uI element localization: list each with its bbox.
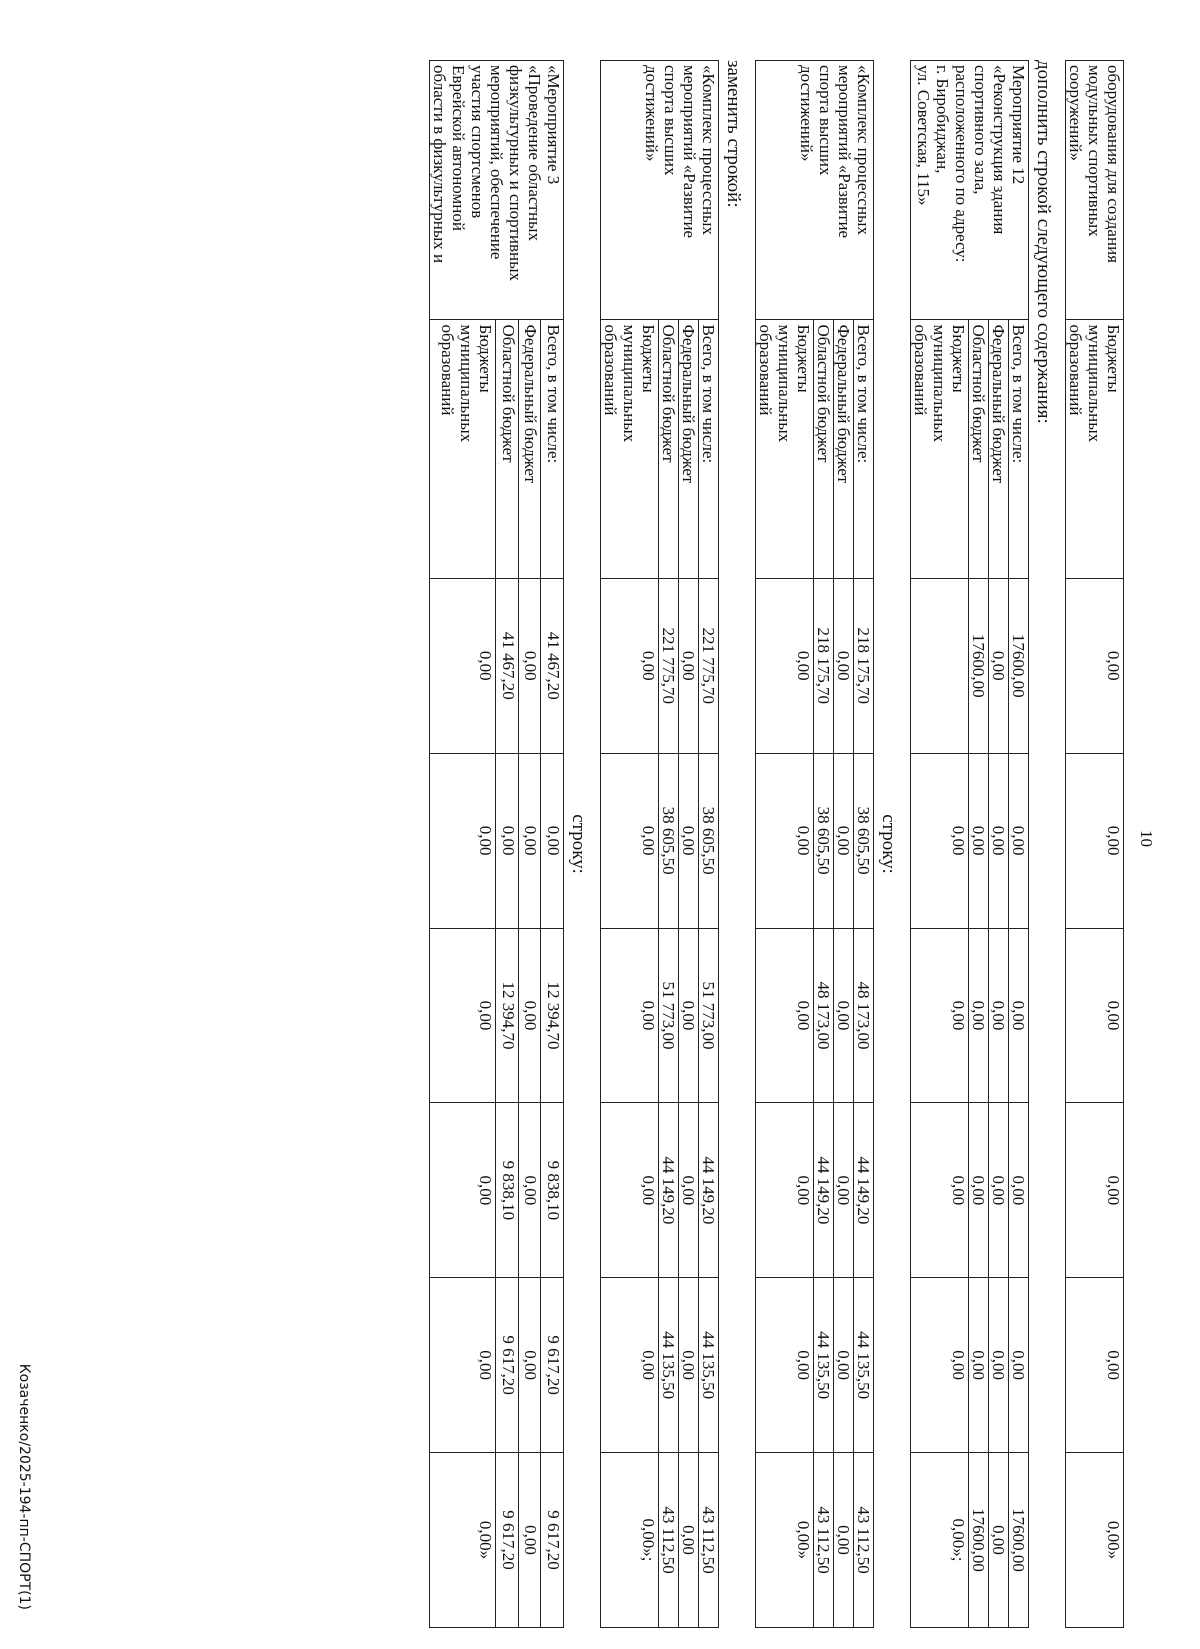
amount-cell: 0,00 [518,1278,541,1453]
amount-cell: 0,00 [911,1103,969,1278]
amount-cell: 44 149,20 [854,1103,874,1278]
amount-cell: 0,00 [679,1453,699,1628]
table-row [854,61,874,1628]
amount-cell: 48 173,00 [814,928,834,1103]
funding-source-cell: Областной бюджет [495,320,518,578]
document-body [429,60,1124,1628]
page-number: 10 [1137,830,1156,847]
amount-cell: 0,00 [541,753,564,928]
amount-cell: 44 149,20 [699,1103,719,1278]
table-row [1009,61,1029,1628]
amount-cell: 221 775,70 [659,578,679,753]
amount-cell: 0,00 [1066,753,1124,928]
amount-cell: 0,00 [601,928,659,1103]
amount-cell: 0,00» [1066,1453,1124,1628]
funding-source-cell: Бюджеты муниципальных образований [430,320,496,578]
amount-cell: 0,00 [969,928,989,1103]
amount-cell: 0,00 [756,928,814,1103]
amount-cell: 221 775,70 [699,578,719,753]
amount-cell: 44 135,50 [659,1278,679,1453]
funding-source-cell: Федеральный бюджет [518,320,541,578]
budget-table [600,60,719,1628]
table-row [1066,61,1124,1628]
amount-cell: 0,00 [989,1278,1009,1453]
amount-cell: 0,00»; [911,1453,969,1628]
amount-cell: 0,00 [969,753,989,928]
amount-cell: 0,00 [601,1278,659,1453]
funding-source-cell: Федеральный бюджет [834,320,854,578]
event-name-cell: «Комплекс процессных мероприятий «Развитие спорта высших достижений» [756,61,874,320]
amount-cell: 0,00 [518,928,541,1103]
budget-table [910,60,1029,1628]
funding-source-cell: Областной бюджет [814,320,834,578]
amount-cell: 9 838,10 [541,1103,564,1278]
block-spacer [902,60,910,1628]
amount-cell: 0,00 [518,753,541,928]
amount-cell: 218 175,70 [814,578,834,753]
amount-cell: 38 605,50 [699,753,719,928]
amount-cell: 0,00 [756,1278,814,1453]
amount-cell: 43 112,50 [854,1453,874,1628]
section-heading: дополнить строкой следующего содержания: [1033,60,1054,424]
amount-cell: 0,00 [518,1453,541,1628]
amount-cell: 43 112,50 [659,1453,679,1628]
amount-cell: 9 617,20 [495,1453,518,1628]
funding-source-cell: Всего, в том числе: [699,320,719,578]
amount-cell: 0,00 [430,578,496,753]
event-name-cell: Мероприятие 12 «Реконструкция здания спортивного зала, расположенного по адресу: г. Биробиджан, ул. Советская, 115» [911,61,1029,320]
amount-cell: 0,00 [430,928,496,1103]
amount-cell: 44 135,50 [854,1278,874,1453]
amount-cell: 0,00 [679,753,699,928]
amount-cell: 17600,00 [1009,1453,1029,1628]
amount-cell: 9 617,20 [541,1278,564,1453]
block-spacer [747,60,755,1628]
amount-cell: 17600,00 [1009,578,1029,753]
amount-cell: 0,00 [1009,753,1029,928]
funding-source-cell: Федеральный бюджет [679,320,699,578]
amount-cell: 0,00 [989,1103,1009,1278]
funding-source-cell: Всего, в том числе: [1009,320,1029,578]
amount-cell: 0,00 [834,1103,854,1278]
amount-cell: 0,00» [430,1453,496,1628]
funding-source-cell: Бюджеты муниципальных образований [1066,320,1124,578]
amount-cell: 0,00 [430,1103,496,1278]
funding-source-cell: Бюджеты муниципальных образований [601,320,659,578]
footer-code: Козаченко/2025-194-пп-СПОРТ(1) [16,1363,32,1610]
event-name-cell: «Мероприятие 3 «Проведение областных физкультурных и спортивных мероприятий, обеспечение участия спортсменов Еврейской автономной области в физкультурных и [430,61,564,320]
amount-cell: 0,00 [989,753,1009,928]
section-heading: строку: [568,814,589,874]
amount-cell: 0,00 [756,753,814,928]
amount-cell: 0,00 [1066,578,1124,753]
block-spacer [592,60,600,1628]
amount-cell: 17600,00 [969,1453,989,1628]
amount-cell: 0,00 [679,578,699,753]
amount-cell: 51 773,00 [699,928,719,1103]
amount-cell: 38 605,50 [659,753,679,928]
amount-cell: 0,00 [834,928,854,1103]
budget-table [429,60,564,1628]
amount-cell: 0,00 [756,1103,814,1278]
amount-cell: 0,00 [601,753,659,928]
amount-cell: 0,00 [601,578,659,753]
amount-cell: 9 617,20 [541,1453,564,1628]
section-heading: заменить строкой: [723,60,744,208]
amount-cell: 44 149,20 [814,1103,834,1278]
table-row [699,61,719,1628]
amount-cell: 0,00 [969,1103,989,1278]
amount-cell: 12 394,70 [541,928,564,1103]
amount-cell: 9 838,10 [495,1103,518,1278]
amount-cell: 0,00 [834,1453,854,1628]
amount-cell: 43 112,50 [699,1453,719,1628]
amount-cell: 12 394,70 [495,928,518,1103]
funding-source-cell: Бюджеты муниципальных образований [911,320,969,578]
block-spacer [1057,60,1065,1628]
budget-table [755,60,874,1628]
amount-cell: 0,00 [756,578,814,753]
amount-cell: 0,00 [679,928,699,1103]
amount-cell: 0,00 [679,1278,699,1453]
amount-cell: 43 112,50 [814,1453,834,1628]
amount-cell: 0,00»; [601,1453,659,1628]
amount-cell: 218 175,70 [854,578,874,753]
amount-cell: 0,00» [756,1453,814,1628]
rotated-page [16,30,1160,1640]
amount-cell: 41 467,20 [495,578,518,753]
amount-cell: 17600,00 [969,578,989,753]
amount-cell: 0,00 [518,578,541,753]
amount-cell: 0,00 [1066,928,1124,1103]
amount-cell: 0,00 [495,753,518,928]
amount-cell: 0,00 [1066,1278,1124,1453]
amount-cell: 51 773,00 [659,928,679,1103]
amount-cell: 0,00 [1066,1103,1124,1278]
amount-cell: 0,00 [989,1453,1009,1628]
amount-cell: 0,00 [911,928,969,1103]
event-name-cell: «Комплекс процессных мероприятий «Развитие спорта высших достижений» [601,61,719,320]
amount-cell: 41 467,20 [541,578,564,753]
amount-cell: 0,00 [969,1278,989,1453]
amount-cell: 9 617,20 [495,1278,518,1453]
amount-cell: 0,00 [834,1278,854,1453]
amount-cell: 0,00 [1009,1103,1029,1278]
event-name-cell: оборудования для создания модульных спортивных сооружений» [1066,61,1124,320]
amount-cell: 0,00 [989,928,1009,1103]
amount-cell: 0,00 [1009,1278,1029,1453]
amount-cell: 0,00 [518,1103,541,1278]
funding-source-cell: Всего, в том числе: [854,320,874,578]
funding-source-cell: Областной бюджет [659,320,679,578]
amount-cell: 48 173,00 [854,928,874,1103]
amount-cell: 38 605,50 [854,753,874,928]
amount-cell: 44 135,50 [699,1278,719,1453]
amount-cell: 44 135,50 [814,1278,834,1453]
amount-cell: 0,00 [834,578,854,753]
amount-cell: 0,00 [430,1278,496,1453]
amount-cell: 0,00 [911,753,969,928]
amount-cell: 0,00 [989,578,1009,753]
amount-cell: 0,00 [679,1103,699,1278]
section-heading: строку: [878,814,899,874]
funding-source-cell: Федеральный бюджет [989,320,1009,578]
table-row [541,61,564,1628]
funding-source-cell: Областной бюджет [969,320,989,578]
amount-cell: 44 149,20 [659,1103,679,1278]
funding-source-cell: Бюджеты муниципальных образований [756,320,814,578]
amount-cell [911,578,969,753]
amount-cell: 38 605,50 [814,753,834,928]
amount-cell: 0,00 [430,753,496,928]
budget-table [1065,60,1124,1628]
amount-cell: 0,00 [834,753,854,928]
amount-cell: 0,00 [1009,928,1029,1103]
funding-source-cell: Всего, в том числе: [541,320,564,578]
amount-cell: 0,00 [911,1278,969,1453]
amount-cell: 0,00 [601,1103,659,1278]
